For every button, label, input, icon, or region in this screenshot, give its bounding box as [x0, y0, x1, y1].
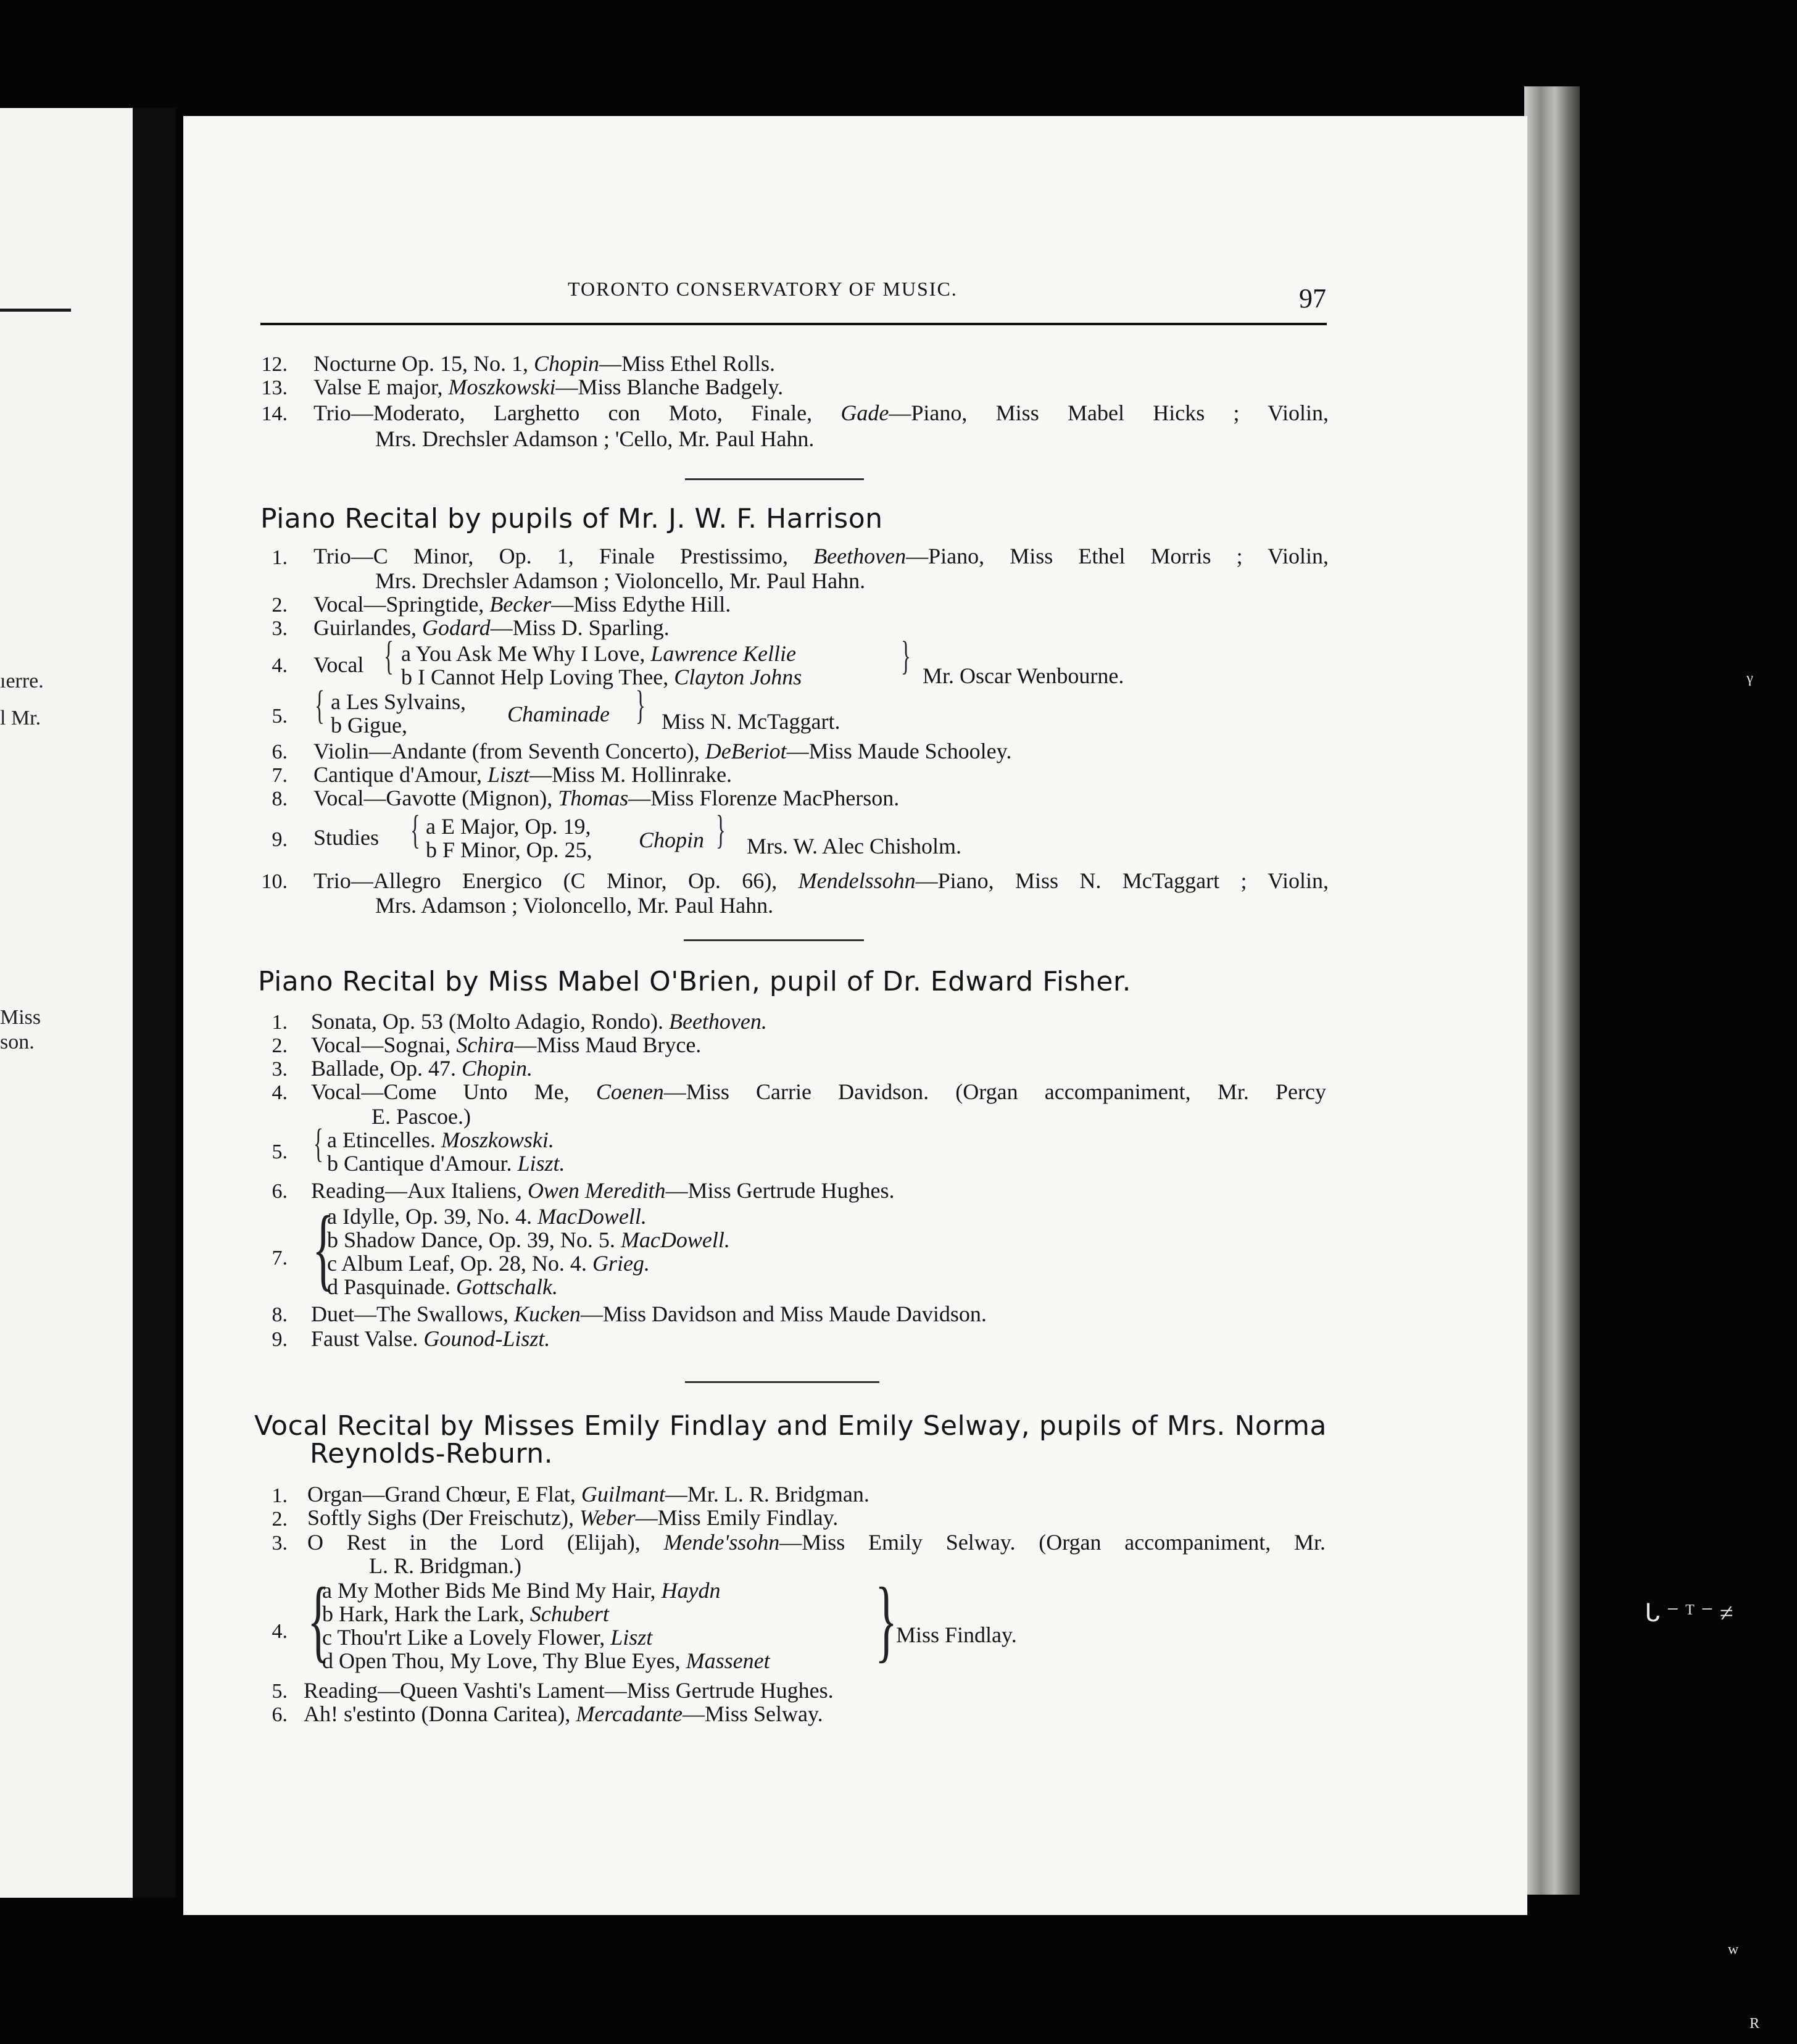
program-item: Trio—Allegro Energico (C Minor, Op. 66), Mendelssohn—Piano, Miss N. McTaggart ; Violin,	[313, 868, 1329, 893]
right-brace: }	[901, 633, 911, 678]
left-brace: {	[410, 807, 420, 852]
recital-title: Piano Recital by Miss Mabel O'Brien, pupil of Dr. Edward Fisher.	[258, 966, 1131, 997]
program-item: Sonata, Op. 53 (Molto Adagio, Rondo). Beethoven.	[311, 1009, 767, 1034]
program-item-continuation: Mrs. Drechsler Adamson ; 'Cello, Mr. Paul Hahn.	[375, 426, 815, 451]
item-number: 7.	[272, 1247, 288, 1269]
item-number: 4.	[272, 654, 288, 677]
item-label: Vocal	[313, 652, 364, 677]
program-subitem: b Cantique d'Amour. Liszt.	[327, 1151, 565, 1176]
program-subitem: c Album Leaf, Op. 28, No. 4. Grieg.	[327, 1251, 650, 1276]
item-number: 8.	[272, 787, 288, 810]
left-brace: {	[307, 1569, 330, 1671]
right-brace: }	[875, 1569, 897, 1671]
program-item: Trio—C Minor, Op. 1, Finale Prestissimo, Beethoven—Piano, Miss Ethel Morris ; Violin,	[313, 544, 1329, 568]
item-number: 6.	[272, 1180, 288, 1203]
right-brace: }	[716, 807, 726, 852]
performer: Mrs. W. Alec Chisholm.	[747, 834, 962, 858]
program-subitem: d Open Thou, My Love, Thy Blue Eyes, Massenet	[322, 1648, 770, 1673]
program-item: Guirlandes, Godard—Miss D. Sparling.	[313, 615, 670, 640]
item-number: 4.	[272, 1620, 288, 1643]
program-item-continuation: Mrs. Adamson ; Violoncello, Mr. Paul Hahn.	[375, 893, 774, 918]
program-item-continuation: L. R. Bridgman.)	[369, 1553, 521, 1578]
left-brace: {	[313, 1121, 323, 1166]
item-number: 13.	[261, 376, 288, 399]
item-number: 10.	[261, 870, 288, 893]
item-number: 2.	[272, 594, 288, 617]
program-subitem: c Thou'rt Like a Lovely Flower, Liszt	[322, 1625, 653, 1650]
scan-speck: ᴿ	[1749, 2013, 1760, 2040]
program-item: O Rest in the Lord (Elijah), Mende'ssohn—Miss Emily Selway. (Organ accompaniment, Mr.	[307, 1530, 1326, 1555]
running-head: TORONTO CONSERVATORY OF MUSIC.	[568, 278, 958, 300]
program-item: Cantique d'Amour, Liszt—Miss M. Hollinrake.	[313, 762, 732, 787]
left-brace: {	[384, 633, 394, 678]
recital-title: Piano Recital by pupils of Mr. J. W. F. Harrison	[260, 503, 883, 534]
item-number: 1.	[272, 1011, 288, 1034]
facing-page-fragment: l Mr.	[0, 707, 41, 729]
composer: Chopin	[639, 828, 705, 852]
program-item: Faust Valse. Gounod-Liszt.	[311, 1326, 550, 1351]
page-number: 97	[1299, 283, 1326, 314]
program-item: Vocal—Gavotte (Mignon), Thomas—Miss Florenze MacPherson.	[313, 786, 900, 810]
item-number: 1.	[272, 1484, 288, 1507]
facing-page-fragment: son.	[0, 1031, 35, 1053]
program-item: Softly Sighs (Der Freischutz), Weber—Miss Emily Findlay.	[307, 1505, 839, 1530]
program-item: Trio—Moderato, Larghetto con Moto, Finale, Gade—Piano, Miss Mabel Hicks ; Violin,	[313, 401, 1329, 425]
facing-page-rule	[0, 309, 71, 312]
program-item: Vocal—Sognai, Schira—Miss Maud Bryce.	[311, 1032, 702, 1057]
program-item: Reading—Queen Vashti's Lament—Miss Gertrude Hughes.	[304, 1678, 834, 1703]
program-subitem: b Gigue,	[331, 713, 407, 737]
item-label: Studies	[313, 825, 380, 850]
item-number: 2.	[272, 1034, 288, 1057]
item-number: 5.	[272, 1680, 288, 1703]
header-rule	[260, 323, 1327, 325]
book-gutter	[133, 108, 176, 1898]
program-item: Ah! s'estinto (Donna Caritea), Mercadante—Miss Selway.	[304, 1701, 823, 1726]
program-item-continuation: E. Pascoe.)	[371, 1104, 471, 1129]
program-item: Duet—The Swallows, Kucken—Miss Davidson and Miss Maude Davidson.	[311, 1302, 987, 1326]
program-subitem: d Pasquinade. Gottschalk.	[327, 1274, 558, 1299]
program-subitem: a You Ask Me Why I Love, Lawrence Kellie	[401, 641, 796, 666]
program-item: Valse E major, Moszkowski—Miss Blanche Badgely.	[313, 375, 784, 399]
item-number: 3.	[272, 617, 288, 640]
program-subitem: b F Minor, Op. 25,	[426, 837, 592, 862]
program-item: Organ—Grand Chœur, E Flat, Guilmant—Mr. L. R. Bridgman.	[307, 1482, 869, 1506]
item-number: 4.	[272, 1081, 288, 1104]
program-subitem: b Shadow Dance, Op. 39, No. 5. MacDowell.	[327, 1228, 730, 1252]
recital-title-continuation: Reynolds-Reburn.	[310, 1438, 554, 1469]
program-subitem: a Les Sylvains,	[331, 689, 466, 714]
program-subitem: a Etincelles. Moszkowski.	[327, 1128, 554, 1152]
section-divider	[685, 478, 864, 480]
item-number: 7.	[272, 764, 288, 787]
program-subitem: b I Cannot Help Loving Thee, Clayton Johns	[401, 665, 802, 689]
program-item: Ballade, Op. 47. Chopin.	[311, 1056, 533, 1081]
right-brace: }	[636, 683, 645, 728]
item-number: 12.	[261, 353, 288, 376]
left-brace: {	[315, 683, 325, 728]
performer: Mr. Oscar Wenbourne.	[923, 663, 1124, 688]
item-number: 14.	[261, 402, 288, 425]
item-number: 5.	[272, 705, 288, 728]
scan-speck: ʷ	[1728, 1938, 1739, 1966]
program-item: Vocal—Springtide, Becker—Miss Edythe Hill.	[313, 592, 731, 617]
facing-page-fragment: ıerre.	[0, 670, 44, 692]
item-number: 8.	[272, 1303, 288, 1326]
program-item: Violin—Andante (from Seventh Concerto), DeBeriot—Miss Maude Schooley.	[313, 739, 1012, 763]
program-subitem: a E Major, Op. 19,	[426, 814, 591, 839]
left-brace: {	[312, 1197, 334, 1300]
scan-speck: ᵞ	[1746, 667, 1753, 695]
program-item: Reading—Aux Italiens, Owen Meredith—Miss Gertrude Hughes.	[311, 1178, 895, 1203]
item-number: 5.	[272, 1140, 288, 1163]
item-number: 6.	[272, 1703, 288, 1726]
program-subitem: a Idylle, Op. 39, No. 4. MacDowell.	[327, 1204, 647, 1229]
recital-title: Vocal Recital by Misses Emily Findlay and Emily Selway, pupils of Mrs. Norma	[254, 1410, 1327, 1442]
composer: Chaminade	[507, 702, 610, 726]
program-subitem: a My Mother Bids Me Bind My Hair, Haydn	[322, 1578, 721, 1603]
program-item: Nocturne Op. 15, No. 1, Chopin—Miss Ethel Rolls.	[313, 351, 775, 376]
program-subitem: b Hark, Hark the Lark, Schubert	[322, 1602, 609, 1626]
item-number: 3.	[272, 1532, 288, 1555]
item-number: 9.	[272, 828, 288, 851]
item-number: 1.	[272, 546, 288, 569]
performer: Miss Findlay.	[896, 1622, 1017, 1647]
section-divider	[684, 939, 864, 941]
program-item-continuation: Mrs. Drechsler Adamson ; Violoncello, Mr. Paul Hahn.	[375, 568, 866, 593]
item-number: 3.	[272, 1058, 288, 1081]
page-stack-edge	[1524, 86, 1580, 1895]
program-item: Vocal—Come Unto Me, Coenen—Miss Carrie Davidson. (Organ accompaniment, Mr. Percy	[311, 1079, 1326, 1104]
section-divider	[685, 1381, 879, 1383]
item-number: 9.	[272, 1328, 288, 1351]
facing-page-fragment: Miss	[0, 1006, 41, 1029]
performer: Miss N. McTaggart.	[662, 709, 840, 734]
item-number: 2.	[272, 1508, 288, 1531]
scan-speck: ᒐ ⁻ ᵀ ⁻ ≠	[1645, 1599, 1733, 1627]
item-number: 6.	[272, 741, 288, 763]
